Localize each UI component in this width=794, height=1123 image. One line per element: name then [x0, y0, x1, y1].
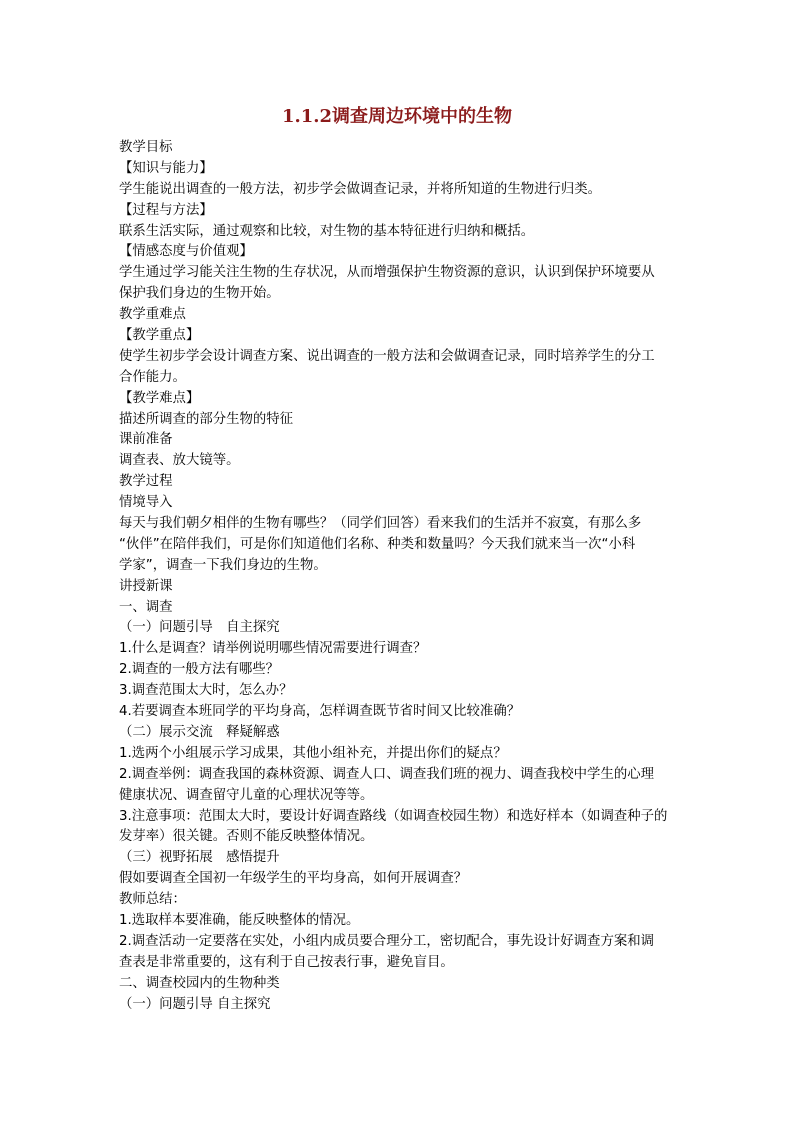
text-line: 【知识与能力】: [119, 160, 213, 176]
text-line: 健康状况、调查留守儿童的心理状况等等。: [119, 787, 374, 803]
text-line: 2.调查活动一定要落在实处，小组内成员要合理分工，密切配合，事先设计好调查方案和调: [119, 933, 655, 949]
text-line: 合作能力。: [119, 369, 186, 385]
text-line: 假如要调查全国初一年级学生的平均身高，如何开展调查？: [119, 871, 468, 887]
text-line: （三）视野拓展 感悟提升: [119, 850, 280, 866]
text-line: （二）展示交流 释疑解惑: [119, 724, 280, 740]
text-line: 【过程与方法】: [119, 202, 213, 218]
text-line: 1.选取样本要准确，能反映整体的情况。: [119, 912, 360, 928]
document-body: [119, 138, 679, 1015]
text-line: 调查表、放大镜等。: [119, 453, 240, 469]
text-line: （一）问题引导 自主探究: [119, 620, 280, 636]
text-line: 4.若要调查本班同学的平均身高，怎样调查既节省时间又比较准确？: [119, 704, 521, 720]
text-line: 【教学重点】: [119, 328, 200, 344]
text-line: 【教学难点】: [119, 390, 200, 406]
text-line: 2.调查举例：调查我国的森林资源、调查人口、调查我们班的视力、调查我校中学生的心理: [119, 766, 655, 782]
text-line: 教学目标: [119, 140, 173, 155]
text-line: 查表是非常重要的，这有利于自己按表行事，避免盲目。: [119, 954, 454, 970]
text-line: 学生能说出调查的一般方法，初步学会做调查记录，并将所知道的生物进行归类。: [119, 181, 602, 197]
text-line: 【情感态度与价值观】: [119, 244, 253, 260]
text-line: 教学重难点: [119, 307, 186, 323]
text-line: 二、调查校园内的生物种类: [119, 975, 280, 991]
text-line: “伙伴”在陪伴我们，可是你们知道他们名称、种类和数量吗？今天我们就来当一次“小科: [119, 536, 636, 552]
text-line: 1.选两个小组展示学习成果，其他小组补充，并提出你们的疑点？: [119, 745, 507, 761]
text-line: 教师总结：: [119, 892, 186, 908]
text-line: 每天与我们朝夕相伴的生物有哪些？（同学们回答）看来我们的生活并不寂寞，有那么多: [119, 516, 642, 532]
text-line: 情境导入: [119, 495, 173, 511]
text-line: 课前准备: [119, 432, 173, 448]
text-line: 学生通过学习能关注生物的生存状况，从而增强保护生物资源的意识，认识到保护环境要从: [119, 265, 655, 281]
document-title: 1.1.2调查周边环境中的生物: [281, 106, 513, 127]
text-line: 保护我们身边的生物开始。: [119, 286, 280, 302]
text-line: 3.注意事项：范围太大时，要设计好调查路线（如调查校园生物）和选好样本（如调查种子的: [119, 808, 668, 824]
text-line: 联系生活实际，通过观察和比较，对生物的基本特征进行归纳和概括。: [119, 223, 535, 239]
text-line: 教学过程: [119, 474, 173, 490]
text-line: 2.调查的一般方法有哪些？: [119, 662, 280, 678]
text-line: （一）问题引导 自主探究: [119, 996, 271, 1012]
text-line: 1.什么是调查？请举例说明哪些情况需要进行调查？: [119, 641, 427, 657]
text-line: 发芽率）很关键。否则不能反映整体情况。: [119, 829, 374, 845]
text-line: 讲授新课: [119, 578, 173, 594]
text-line: 3.调查范围太大时，怎么办？: [119, 683, 293, 699]
text-line: 一、调查: [119, 599, 173, 615]
text-line: 使学生初步学会设计调查方案、说出调查的一般方法和会做调查记录，同时培养学生的分工: [119, 348, 655, 364]
text-line: 学家”，调查一下我们身边的生物。: [119, 557, 327, 573]
text-line: 描述所调查的部分生物的特征: [119, 411, 294, 427]
